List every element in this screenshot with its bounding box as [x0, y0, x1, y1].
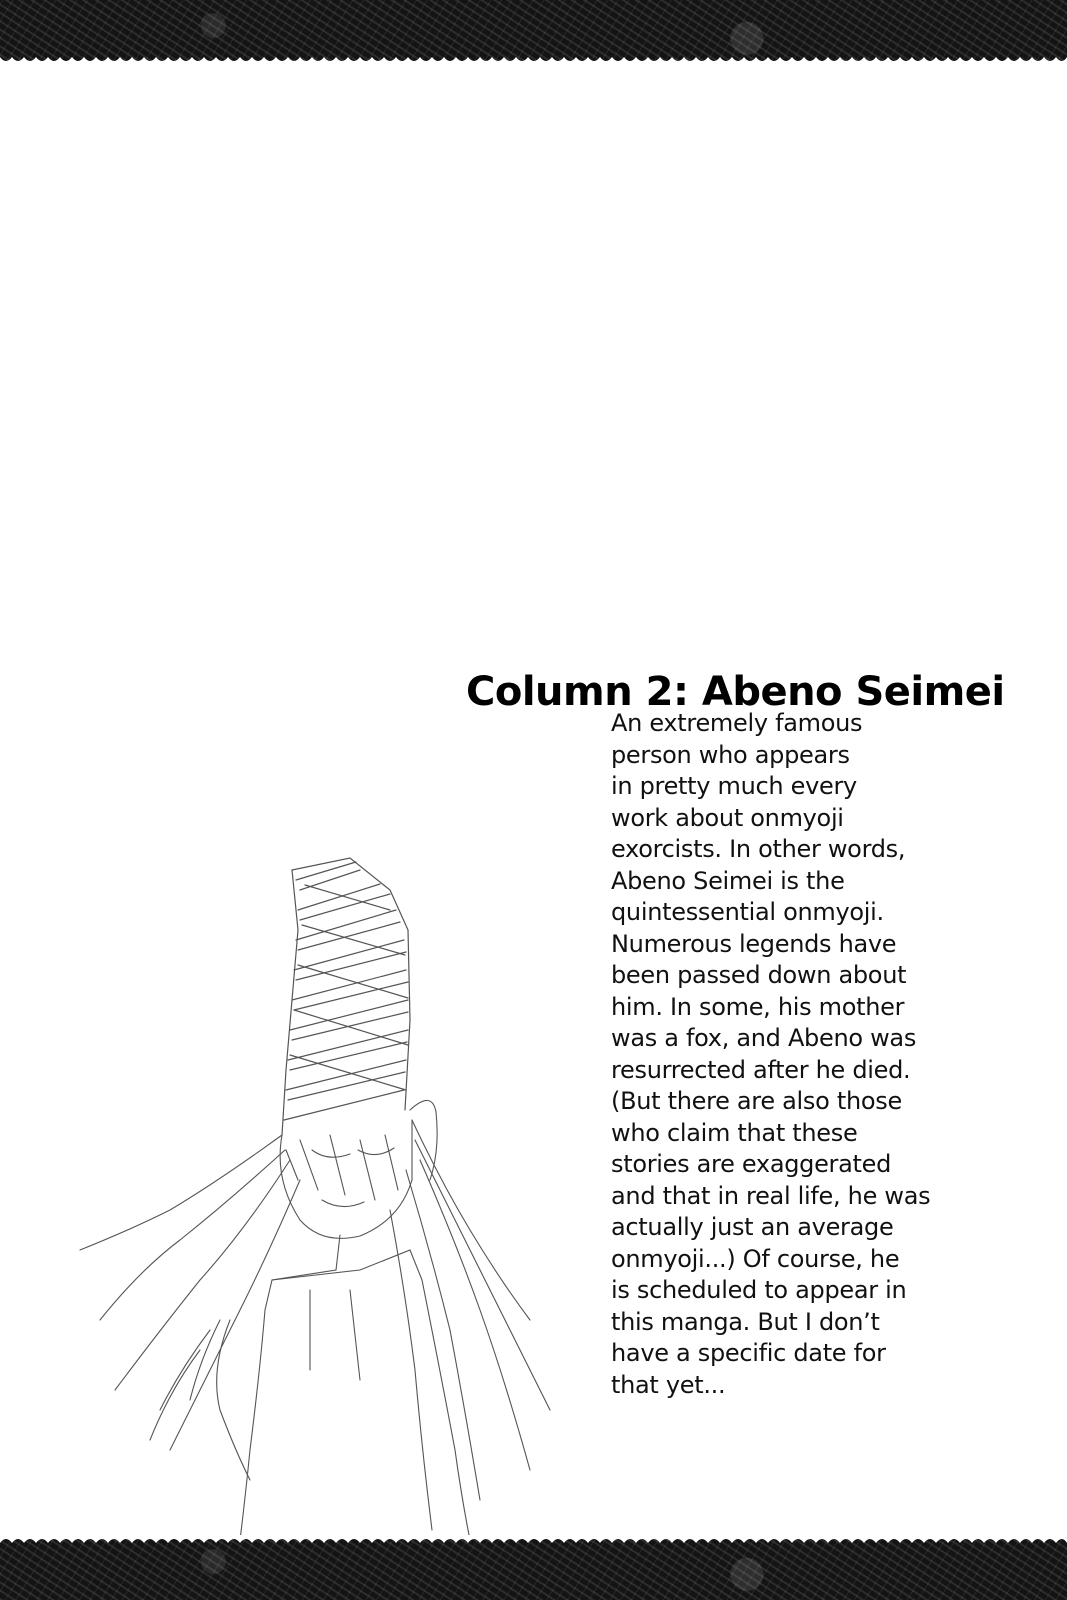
text-line: (But there are also those: [611, 1087, 902, 1115]
abeno-seimei-sketch: [60, 850, 620, 1540]
text-line: An extremely famous: [611, 709, 863, 737]
bottom-decorative-border: [0, 1536, 1067, 1600]
text-line: in pretty much every: [611, 772, 857, 800]
robe-collar: [150, 1235, 470, 1540]
text-line: who claim that these: [611, 1118, 858, 1147]
text-line: stories are exaggerated: [611, 1150, 892, 1178]
text-line: Abeno Seimei is the: [611, 866, 845, 895]
top-scalloped-edge: [0, 51, 1067, 65]
column-body-text: [611, 708, 951, 1401]
text-line: person who appears: [611, 740, 850, 769]
face-and-hair: [80, 1100, 550, 1530]
eboshi-hat: [282, 858, 410, 1135]
bottom-scalloped-edge: [0, 1535, 1067, 1549]
text-line: been passed down about: [611, 961, 907, 989]
text-line: him. In some, his mother: [611, 992, 905, 1021]
text-line: quintessential onmyoji.: [611, 898, 884, 926]
text-line: actually just an average: [611, 1213, 894, 1241]
top-decorative-border: [0, 0, 1067, 64]
text-line: have a specific date for: [611, 1339, 886, 1367]
text-line: onmyoji...) Of course, he: [611, 1244, 900, 1273]
text-line: was a fox, and Abeno was: [611, 1024, 917, 1052]
text-line: that yet...: [611, 1370, 726, 1399]
text-line: exorcists. In other words,: [611, 835, 906, 863]
text-line: resurrected after he died.: [611, 1055, 911, 1084]
text-line: is scheduled to appear in: [611, 1276, 907, 1304]
column-title: Column 2: Abeno Seimei: [466, 669, 1005, 715]
text-line: work about onmyoji: [611, 803, 844, 832]
text-line: this manga. But I don’t: [611, 1307, 880, 1336]
text-line: Numerous legends have: [611, 929, 897, 958]
text-line: and that in real life, he was: [611, 1181, 931, 1210]
